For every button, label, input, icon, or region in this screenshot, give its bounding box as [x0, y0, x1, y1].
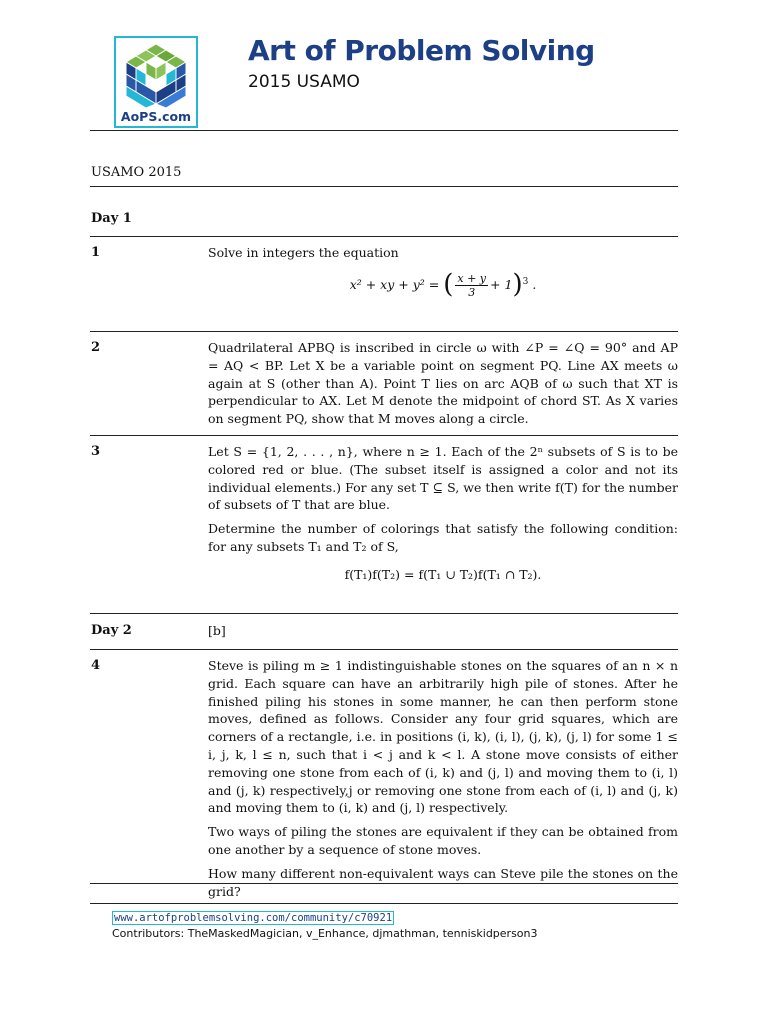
- problem-1-number: 1: [91, 245, 101, 260]
- eq-exponent: 3: [522, 276, 529, 287]
- problem-4-body: [208, 657, 678, 900]
- eq-tail: + 1: [490, 276, 513, 292]
- divider: [90, 435, 678, 436]
- problem-3-number: 3: [91, 444, 101, 459]
- day-1-heading: Day 1: [91, 211, 132, 226]
- problem-4-number: 4: [91, 658, 101, 673]
- divider: [90, 236, 678, 237]
- problem-4-text: Steve is piling m ≥ 1 indistinguishable stones on the squares of an n × n grid. Each square can have an arbitrarily high pile of stones. After he finished piling his stones in some manner, he can then perform stone moves, defined as follows. Consider any four grid squares, which are corners of a rectangle, i.e. in positions (i, k), (i, l), (j, k), (j, l) for some 1 ≤ i, j, k, l ≤ n, such that i < j and k < l. A stone move consists of either removing one stone from each of (i, k) and (j, l) and moving them to (i, l) and (j, k) respectively,j or removing one stone from each of (i, l) and (j, k) and moving them to (i, k) and (j, l) respectively.: [208, 658, 678, 816]
- problem-4-question: How many different non-equivalent ways can Steve pile the stones on the grid?: [208, 865, 678, 899]
- cube-logo-icon: [122, 42, 190, 110]
- footer-divider: [90, 903, 678, 904]
- page-footer: [112, 910, 538, 942]
- problem-3-text: Let S = {1, 2, . . . , n}, where n ≥ 1. Each of the 2ⁿ subsets of S is to be colored red or blue. (The subset itself is assigned a color and not its individual elements.) For any set T ⊆ S, we then write f(T) for the number of subsets of T that are blue.: [208, 444, 678, 513]
- divider: [90, 613, 678, 614]
- problem-3-body: [208, 443, 678, 584]
- divider: [90, 883, 678, 884]
- problem-2-number: 2: [91, 340, 101, 355]
- eq-lhs: x² + xy + y² =: [349, 276, 440, 292]
- logo-text: AoPS.com: [120, 109, 192, 124]
- problem-1-equation: x² + xy + y² = ( $\frac{x + y}{3}$ + 1)$^3$ .: [349, 269, 537, 300]
- problem-2-text: Quadrilateral APBQ is inscribed in circle ω with ∠P = ∠Q = 90° and AP = AQ < BP. Let X be a variable point on segment PQ. Line AX meets ω again at S (other than A). Point T lies on arc AQB of ω such that XT is perpendicular to AX. Let M denote the midpoint of chord ST. As X varies on segment PQ, show that M moves along a circle.: [208, 340, 678, 427]
- day-2-note: [b]: [208, 623, 226, 638]
- problem-1-body: [208, 244, 678, 299]
- contributors: Contributors: TheMaskedMagician, v_Enhance, djmathman, tenniskidperson3: [112, 927, 538, 940]
- eq-numerator: x + y: [457, 271, 487, 285]
- community-link[interactable]: www.artofproblemsolving.com/community/c70921: [114, 912, 393, 924]
- site-title: Art of Problem Solving: [248, 34, 595, 67]
- page-header: [112, 34, 680, 130]
- problem-1-text: Solve in integers the equation: [208, 245, 399, 260]
- divider: [90, 186, 678, 187]
- divider: [90, 649, 678, 650]
- problem-2-body: [208, 339, 678, 428]
- problem-3-equation: f(T₁)f(T₂) = f(T₁ ∪ T₂)f(T₁ ∩ T₂).: [344, 566, 542, 582]
- document-title: USAMO 2015: [91, 165, 182, 180]
- day-2-heading: Day 2: [91, 623, 132, 638]
- contest-subtitle: 2015 USAMO: [248, 72, 360, 92]
- problem-4-equivalence: Two ways of piling the stones are equivalent if they can be obtained from one another by a sequence of stone moves.: [208, 824, 678, 857]
- header-divider: [90, 130, 678, 131]
- divider: [90, 331, 678, 332]
- aops-logo[interactable]: [114, 36, 198, 128]
- eq-denominator: 3: [468, 285, 476, 299]
- eq-end: .: [532, 276, 537, 292]
- problem-3-condition: Determine the number of colorings that satisfy the following condition: for any subsets T₁ and T₂ of S,: [208, 521, 678, 554]
